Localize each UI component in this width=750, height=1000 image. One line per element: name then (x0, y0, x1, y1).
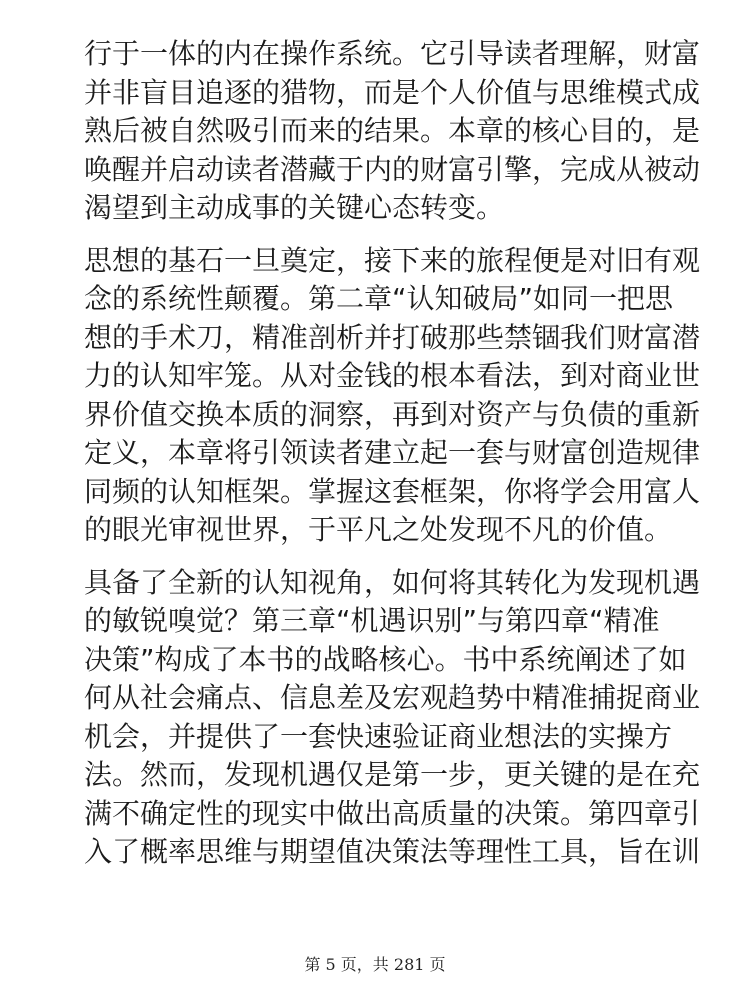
text-line: 唤醒并启动读者潜藏于内的财富引擎，完成从被动 (84, 152, 701, 186)
text-line: 机会，并提供了一套快速验证商业想法的实操方 (84, 719, 673, 753)
paragraph-2 (84, 242, 701, 550)
page-number-footer: 第 5 页，共 281 页 (304, 955, 446, 974)
text-line: 界价值交换本质的洞察，再到对资产与负债的重新 (84, 397, 701, 431)
text-line: 具备了全新的认知视角，如何将其转化为发现机遇 (84, 565, 701, 599)
text-line: 思想的基石一旦奠定，接下来的旅程便是对旧有观 (84, 243, 701, 277)
paragraph-1 (84, 35, 701, 228)
text-line: 渴望到主动成事的关键心态转变。 (84, 191, 505, 224)
body-text (84, 35, 701, 886)
text-line: 熟后被自然吸引而来的结果。本章的核心目的，是 (84, 114, 701, 147)
text-line: 决策”构成了本书的战略核心。书中系统阐述了如 (84, 642, 687, 676)
text-line: 何从社会痛点、信息差及宏观趋势中精准捕捉商业 (84, 681, 701, 714)
text-line: 并非盲目追逐的猎物，而是个人价值与思维模式成 (84, 75, 701, 109)
text-line: 同频的认知框架。掌握这套框架，你将学会用富人 (84, 474, 701, 508)
text-line: 念的系统性颠覆。第二章“认知破局”如同一把思 (84, 282, 674, 315)
text-line: 定义，本章将引领读者建立起一套与财富创造规律 (84, 436, 701, 469)
paragraph-3 (84, 564, 701, 872)
text-line: 满不确定性的现实中做出高质量的决策。第四章引 (84, 796, 701, 830)
text-line: 行于一体的内在操作系统。它引导读者理解，财富 (84, 37, 701, 70)
text-line: 入了概率思维与期望值决策法等理性工具，旨在训 (84, 835, 701, 868)
text-line: 的敏锐嗅觉？第三章“机遇识别”与第四章“精准 (84, 604, 660, 637)
text-line: 法。然而，发现机遇仅是第一步，更关键的是在充 (84, 758, 701, 791)
text-line: 想的手术刀，精准剖析并打破那些禁锢我们财富潜 (84, 320, 701, 354)
text-line: 力的认知牢笼。从对金钱的根本看法，到对商业世 (84, 359, 701, 392)
text-line: 的眼光审视世界，于平凡之处发现不凡的价值。 (84, 513, 673, 546)
